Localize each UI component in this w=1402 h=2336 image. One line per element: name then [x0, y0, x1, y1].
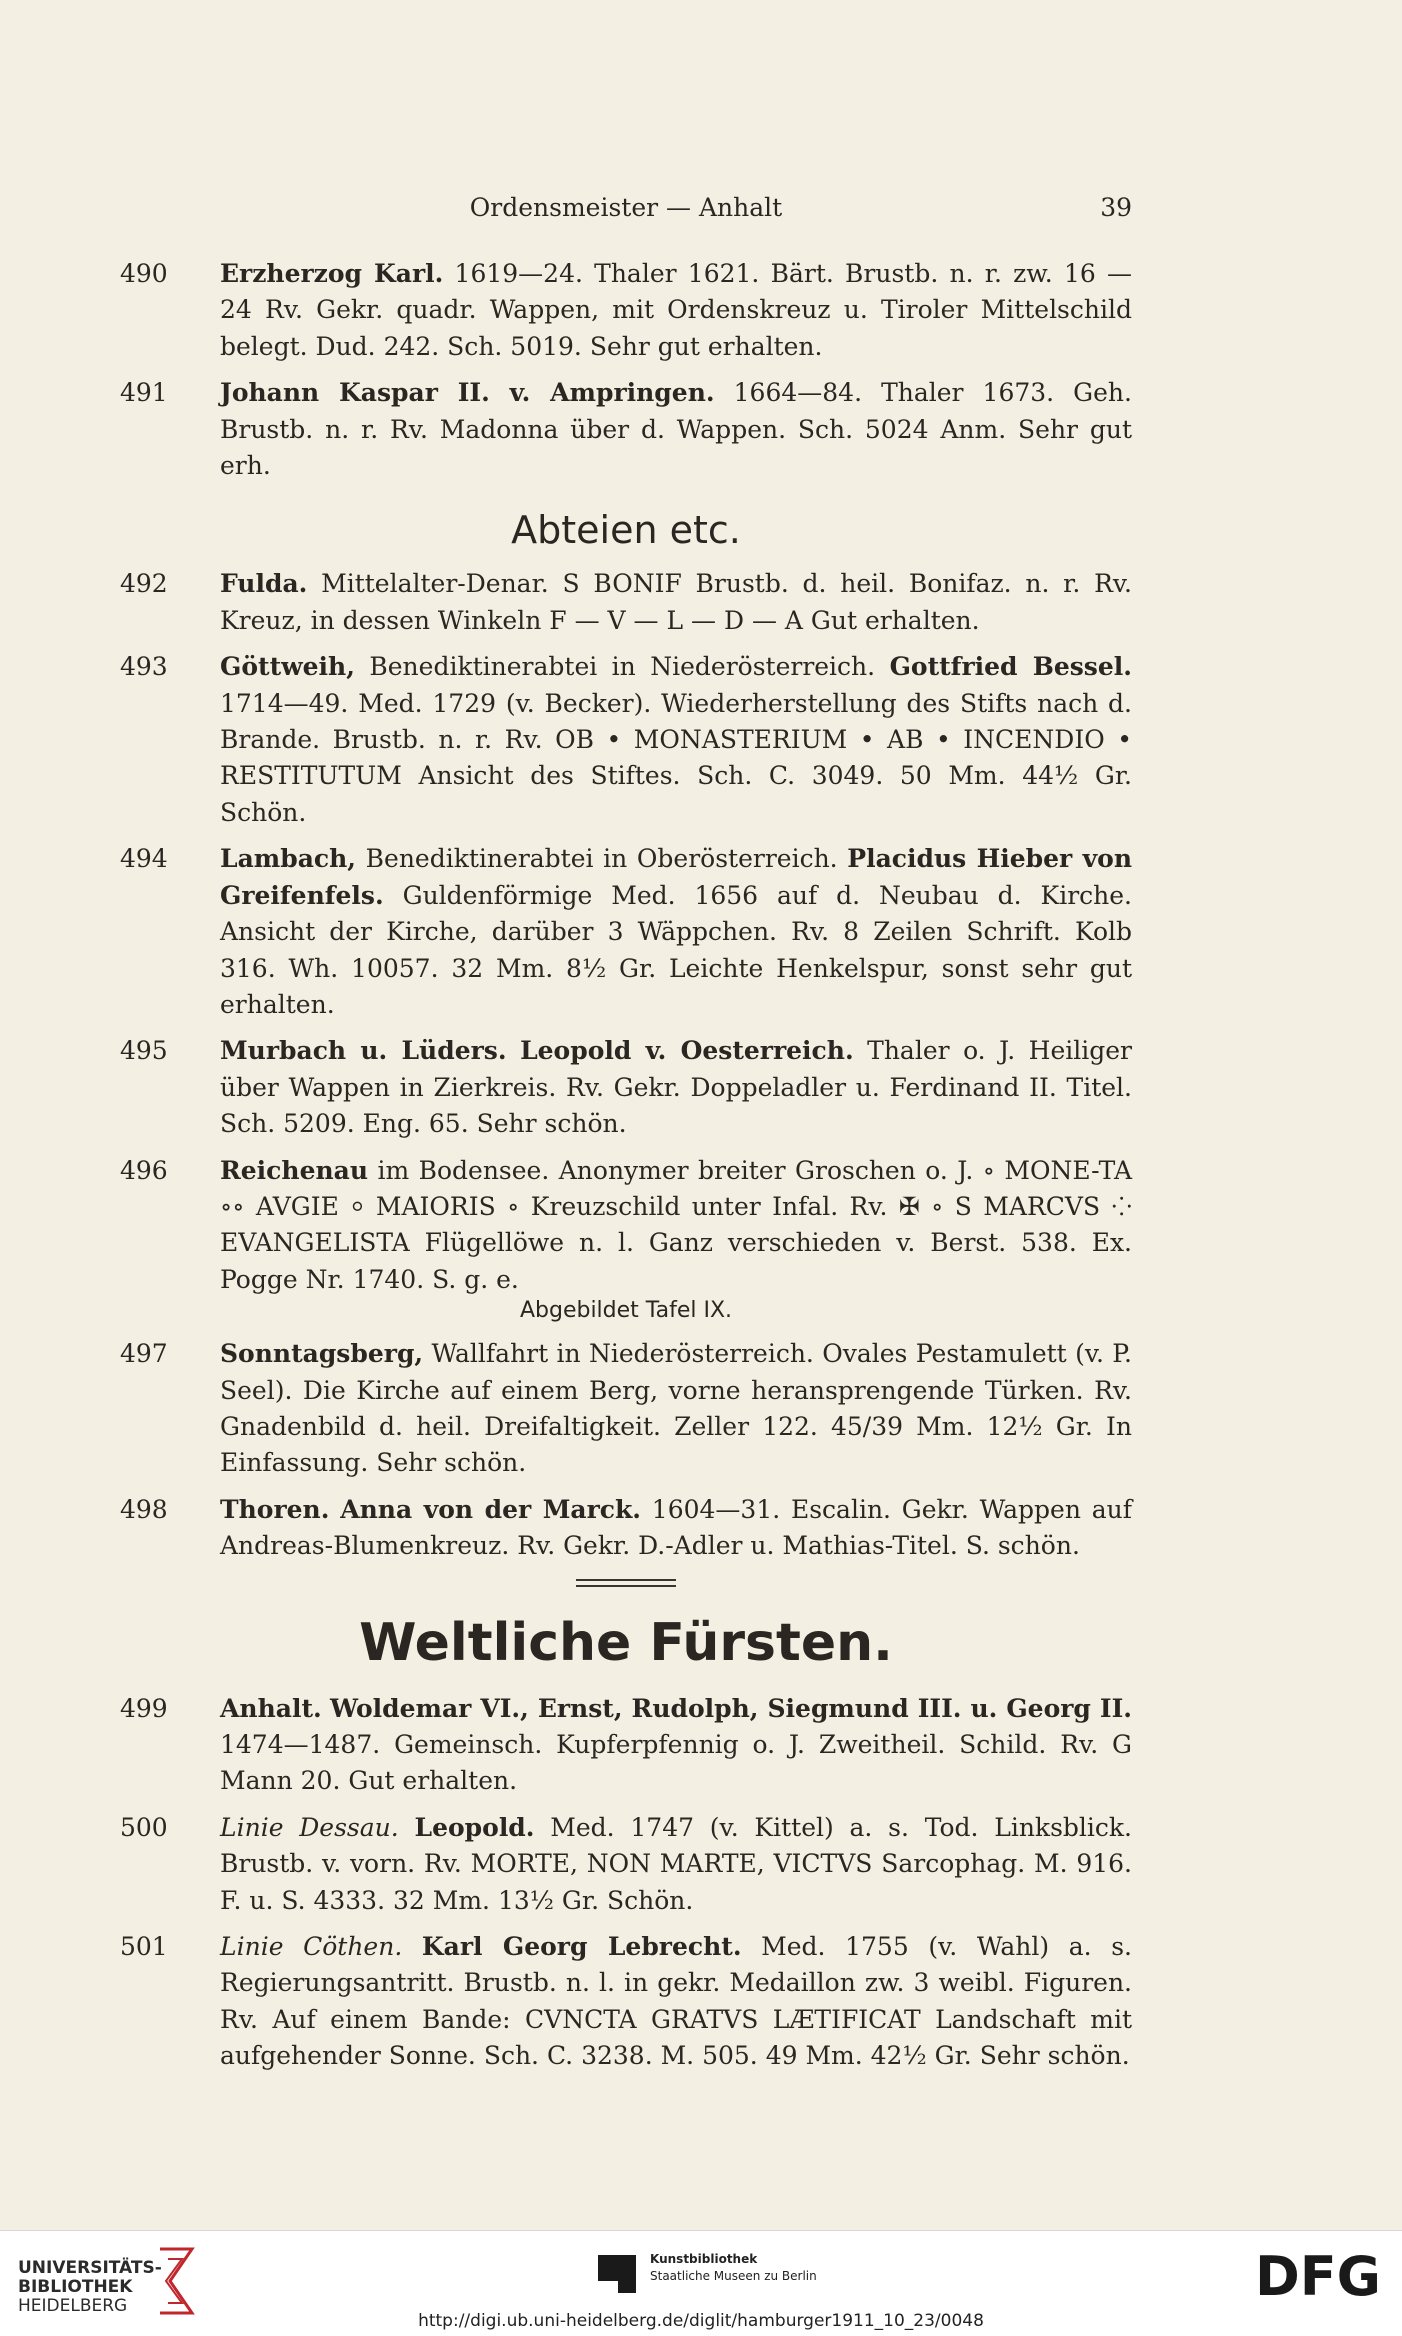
library-name-line: HEIDELBERG [18, 2296, 128, 2316]
entry-text: Mittelalter-Denar. S BONIF Brustb. d. heil. Bonifaz. n. r. Rv. Kreuz, in dessen Winkeln F — V — L — D — A Gut erhalten. [220, 569, 1132, 635]
entry-text: Wallfahrt in Niederösterreich. Ovales Pestamulett (v. P. Seel). Die Kirche auf einem Berg, vorne heransprengende Türken. Rv. Gnadenbild d. heil. Dreifaltigkeit. Zeller 122. 45/39 Mm. 12½ Gr. In Einfassung. Sehr schön. [220, 1339, 1132, 1478]
entry-number: 495 [120, 1036, 168, 1066]
entry-number: 491 [120, 378, 168, 408]
entry-ruler: Placidus Hieber von Greifenfels. [220, 844, 1133, 910]
entry-name: Erzherzog Karl. [220, 259, 444, 288]
entry-name: Thoren. [220, 1494, 330, 1524]
permalink-url[interactable]: http://digi.ub.uni-heidelberg.de/diglit/hamburger1911_10_23/0048 [418, 2311, 984, 2331]
entry-mid [322, 1694, 330, 1723]
dfg-text: DFG [1254, 2245, 1382, 2305]
entries-top [120, 256, 1132, 484]
entry-ruler: Anna von der Marck. [340, 1494, 642, 1524]
entry-name: Reichenau [220, 1155, 369, 1185]
entry-number: 501 [120, 1932, 168, 1962]
entry-text: Med. 1747 (v. Kittel) a. s. Tod. Linksblick. Brustb. v. vorn. Rv. MORTE, NON MARTE, VICTVS Sarcophag. M. 916. F. u. S. 4333. 32 Mm. 13½ Gr. Schön. [220, 1812, 1132, 1915]
catalogue-entry [120, 1691, 1132, 1800]
plate-reference: Abgebildet Tafel IX. [519, 1298, 733, 1324]
entry-number: 490 [120, 259, 168, 288]
entry-text: 1619—24. Thaler 1621. Bärt. Brustb. n. r. zw. 16 — 24 Rv. Gekr. quadr. Wappen, mit Ordenskreuz u. Tiroler Mittelschild belegt. Dud. 242. Sch. 5019. Sehr gut erhalten. [220, 259, 1132, 361]
dfg-logo[interactable] [1248, 2245, 1388, 2305]
catalogue-entry [120, 1810, 1132, 1919]
entry-text: 1664—84. Thaler 1673. Geh. Brustb. n. r. Rv. Madonna über d. Wappen. Sch. 5024 Anm. Sehr gut erh. [220, 378, 1132, 481]
section-heading-weltliche: Weltliche Fürsten. [359, 1612, 893, 1673]
catalogue-entry [120, 1492, 1132, 1565]
entry-text: 1714—49. Med. 1729 (v. Becker). Wiederherstellung des Stifts nach d. Brande. Brustb. n. r. Rv. OB • MONASTERIUM • AB • INCENDIO • RESTITUTUM Ansicht des Stiftes. Sch. C. 3049. 50 Mm. 44½ Gr. Schön. [220, 688, 1132, 827]
entry-ruler: Woldemar VI., Ernst, Rudolph, Siegmund III. u. Georg II. [329, 1693, 1132, 1723]
entry-name: Göttweih, [220, 652, 355, 682]
entry-text: 1604—31. Escalin. Gekr. Wappen auf Andreas-Blumenkreuz. Rv. Gekr. D.-Adler u. Mathias-Titel. S. schön. [220, 1494, 1132, 1561]
entry-ruler: Leopold v. Oesterreich. [520, 1036, 854, 1066]
entry-mid [329, 1495, 340, 1524]
entry-text: Guldenförmige Med. 1656 auf d. Neubau d. Kirche. Ansicht der Kirche, darüber 3 Wäppchen. Rv. 8 Zeilen Schrift. Kolb 316. Wh. 10057. 32 Mm. 8½ Gr. Leichte Henkelspur, sonst sehr gut erhalten. [220, 880, 1132, 1019]
running-header [120, 193, 1132, 229]
kb-subtitle: Staatliche Museen zu Berlin [650, 2269, 817, 2283]
entry-name: Murbach u. Lüders. [220, 1036, 507, 1066]
running-title: Ordensmeister — Anhalt [469, 193, 783, 222]
catalogue-entry [120, 1033, 1132, 1142]
viewer-footer [0, 2230, 1402, 2336]
entry-ruler: Gottfried Bessel. [889, 652, 1132, 682]
catalogue-entry [120, 1153, 1132, 1299]
section-heading-abteien: Abteien etc. [511, 508, 741, 553]
entry-name: Lambach, [220, 844, 357, 874]
university-library-logo[interactable] [18, 2259, 162, 2316]
entry-name: Fulda. [220, 569, 308, 599]
catalogue-entry [120, 1336, 1132, 1482]
entry-number: 500 [120, 1812, 168, 1842]
entry-line: Linie Dessau. [220, 1812, 399, 1842]
entry-mid [402, 1932, 422, 1961]
entry-text: 1474—1487. Gemeinsch. Kupferpfennig o. J. Zweitheil. Schild. Rv. G Mann 20. Gut erhalten. [220, 1730, 1132, 1796]
entry-name: Sonntagsberg, [220, 1339, 424, 1369]
catalogue-entry [120, 256, 1132, 365]
entry-mid [399, 1813, 415, 1842]
catalogue-entry [120, 375, 1132, 484]
section-divider [576, 1579, 676, 1587]
catalogue-entry [120, 841, 1132, 1023]
kb-name: Kunstbibliothek [650, 2252, 758, 2266]
entries-abteien [120, 566, 1132, 1564]
entry-text: im Bodensee. Anonymer breiter Groschen o. J. ∘ MONE-TA ∘∘ AVGIE ⸰ MAIORIS ∘ Kreuzschild unter Infal. Rv. ✠ ∘ S MARCVS ⁘ EVANGELISTA Flügellöwe n. l. Ganz verschieden v. Berst. 538. Ex. Pogge Nr. 1740. S. g. e. [220, 1155, 1132, 1294]
library-name-line: BIBLIOTHEK [18, 2277, 133, 2297]
entry-number: 493 [120, 652, 168, 682]
kunstbibliothek-mark-icon [598, 2255, 636, 2293]
entry-line: Linie Cöthen. [220, 1932, 403, 1962]
entry-name: Johann Kaspar II. v. Ampringen. [220, 378, 715, 408]
entry-mid [507, 1036, 521, 1065]
library-mark-icon [148, 2245, 198, 2317]
catalogue-entry [120, 649, 1132, 831]
entries-weltliche [120, 1691, 1132, 2075]
entry-number: 494 [120, 844, 168, 874]
library-name-line: UNIVERSITÄTS- [18, 2258, 162, 2278]
entry-text: Thaler o. J. Heiliger über Wappen in Zierkreis. Rv. Gekr. Doppeladler u. Ferdinand II. Titel. Sch. 5209. Eng. 65. Sehr schön. [220, 1036, 1132, 1139]
entry-name: Anhalt. [220, 1693, 322, 1723]
entry-mid: Benediktinerabtei in Oberösterreich. [356, 844, 848, 874]
entry-number: 498 [120, 1494, 168, 1524]
entry-number: 499 [120, 1693, 168, 1723]
entry-mid: Benediktinerabtei in Niederösterreich. [354, 652, 890, 682]
entry-number: 497 [120, 1339, 168, 1369]
entry-number: 496 [120, 1155, 168, 1185]
entry-number: 492 [120, 569, 168, 599]
catalogue-entry [120, 566, 1132, 639]
entry-text: Med. 1755 (v. Wahl) a. s. Regierungsantritt. Brustb. n. l. in gekr. Medaillon zw. 3 weibl. Figuren. Rv. Auf einem Bande: CVNCTA GRATVS LÆTIFICAT Landschaft mit aufgehender Sonne. Sch. C. 3238. M. 505. 49 Mm. 42½ Gr. Sehr schön. [220, 1932, 1132, 2071]
catalogue-entry [120, 1929, 1132, 2075]
page-number: 39 [1100, 193, 1132, 222]
entry-ruler: Leopold. [414, 1812, 535, 1842]
catalogue-entries [120, 256, 1132, 2085]
entry-ruler: Karl Georg Lebrecht. [421, 1932, 742, 1962]
